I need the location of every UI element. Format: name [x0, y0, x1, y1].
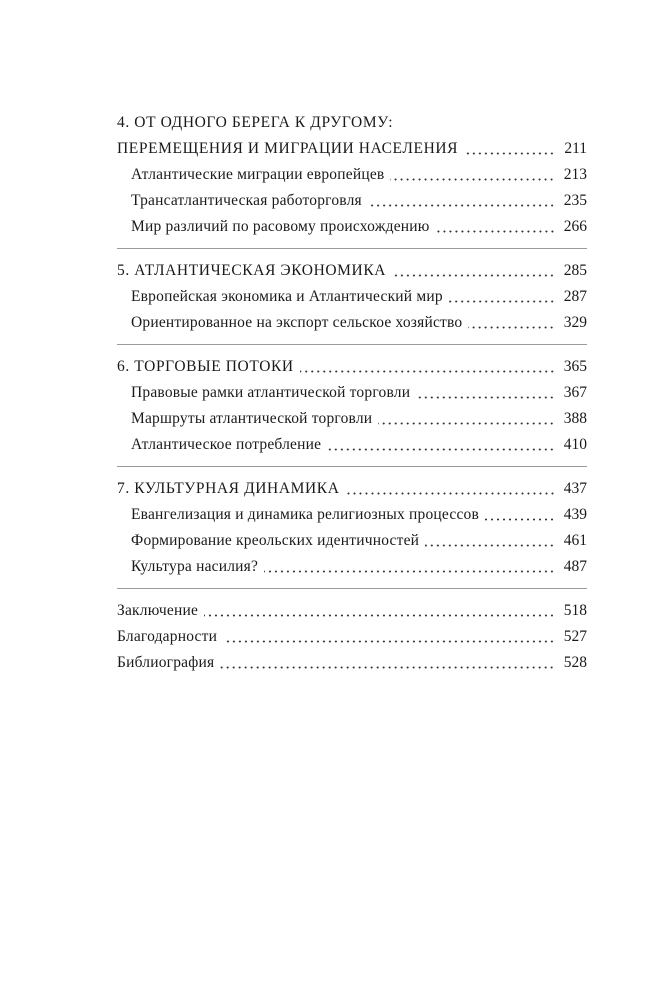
dot-leader: [416, 396, 555, 399]
dot-leader: [264, 570, 555, 573]
dot-leader: [464, 152, 555, 155]
dot-leader: [378, 422, 555, 425]
toc-back-matter: [117, 598, 587, 684]
section-heading-entry[interactable]: [117, 136, 587, 162]
dot-leader: [300, 370, 555, 373]
page-number: 287: [563, 288, 587, 305]
section-heading: 6. ТОРГОВЫЕ ПОТОКИ: [117, 358, 294, 375]
table-of-contents: [117, 110, 587, 693]
section-heading-entry[interactable]: [117, 476, 587, 502]
page-number: 235: [563, 192, 587, 209]
section-heading-entry[interactable]: [117, 354, 587, 380]
dot-leader: [223, 640, 555, 643]
toc-entry[interactable]: [117, 284, 587, 310]
entry-title: Маршруты атлантической торговли: [131, 410, 373, 427]
page-number: 437: [563, 480, 587, 497]
toc-entry[interactable]: [117, 214, 587, 240]
toc-entry[interactable]: [117, 406, 587, 432]
entry-title: Ориентированное на экспорт сельское хозяйство: [131, 314, 463, 331]
entry-title: Благодарности: [117, 628, 218, 645]
section-heading[interactable]: 4. ОТ ОДНОГО БЕРЕГА К ДРУГОМУ:: [117, 114, 394, 131]
toc-entry[interactable]: [117, 432, 587, 458]
page-number: 367: [563, 384, 587, 401]
dot-leader: [485, 518, 555, 521]
entry-title: Мир различий по расовому происхождению: [131, 218, 430, 235]
page-number: 528: [563, 654, 587, 671]
dot-leader: [327, 448, 555, 451]
entry-title: Атлантические миграции европейцев: [131, 166, 385, 183]
page-number: 388: [563, 410, 587, 427]
entry-title: Европейская экономика и Атлантический мир: [131, 288, 443, 305]
toc-entry[interactable]: [117, 380, 587, 406]
page-number: 365: [563, 358, 587, 375]
dot-leader: [436, 230, 555, 233]
section-heading: 5. АТЛАНТИЧЕСКАЯ ЭКОНОМИКА: [117, 262, 387, 279]
page-number: 487: [563, 558, 587, 575]
dot-leader: [390, 178, 555, 181]
entry-title: Евангелизация и динамика религиозных процессов: [131, 506, 479, 523]
page-number: 518: [563, 602, 587, 619]
dot-leader: [204, 614, 555, 617]
dot-leader: [346, 492, 555, 495]
page-number: 213: [563, 166, 587, 183]
page-number: 461: [563, 532, 587, 549]
entry-title: Трансатлантическая работорговля: [131, 192, 362, 209]
toc-entry[interactable]: [117, 554, 587, 580]
section-heading: 7. КУЛЬТУРНАЯ ДИНАМИКА: [117, 480, 340, 497]
dot-leader: [449, 300, 555, 303]
page-number: 266: [563, 218, 587, 235]
entry-title: Заключение: [117, 602, 199, 619]
entry-title: Библиография: [117, 654, 215, 671]
toc-entry[interactable]: [117, 624, 587, 650]
toc-entry[interactable]: [117, 650, 587, 676]
page-number: 410: [563, 436, 587, 453]
entry-title: Культура насилия?: [131, 558, 259, 575]
toc-section-5: [117, 258, 587, 345]
entry-title: Формирование креольских идентичностей: [131, 532, 420, 549]
toc-entry[interactable]: [117, 502, 587, 528]
entry-title: Атлантическое потребление: [131, 436, 322, 453]
toc-section-4: [117, 110, 587, 249]
entry-title: Правовые рамки атлантической торговли: [131, 384, 411, 401]
page-number: 329: [563, 314, 587, 331]
page-number: 211: [564, 140, 587, 157]
dot-leader: [468, 326, 555, 329]
dot-leader: [368, 204, 555, 207]
toc-section-6: [117, 354, 587, 467]
page-number: 439: [563, 506, 587, 523]
dot-leader: [425, 544, 555, 547]
section-heading-continued: ПЕРЕМЕЩЕНИЯ И МИГРАЦИИ НАСЕЛЕНИЯ: [117, 140, 459, 157]
dot-leader: [392, 274, 555, 277]
toc-entry[interactable]: [117, 598, 587, 624]
page-number: 527: [563, 628, 587, 645]
toc-entry[interactable]: [117, 310, 587, 336]
toc-entry[interactable]: [117, 188, 587, 214]
section-heading-entry[interactable]: [117, 258, 587, 284]
toc-entry[interactable]: [117, 162, 587, 188]
dot-leader: [220, 666, 555, 669]
page-number: 285: [563, 262, 587, 279]
toc-section-7: [117, 476, 587, 589]
toc-entry[interactable]: [117, 528, 587, 554]
